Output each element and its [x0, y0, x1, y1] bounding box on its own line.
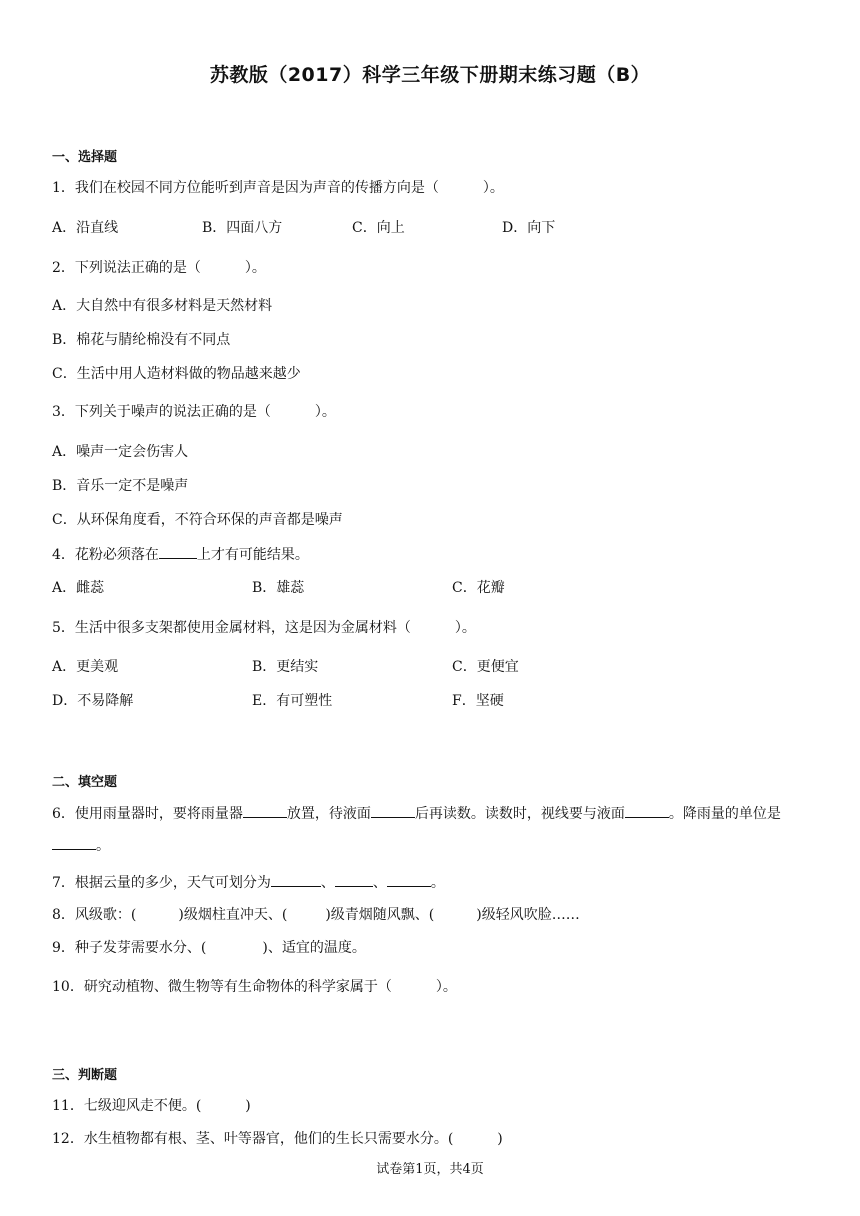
answer-blank — [243, 803, 287, 818]
question-4: 4．花粉必须落在 上才有可能结果。 — [52, 544, 309, 565]
question-12: 12．水生植物都有根、茎、叶等器官，他们的生长只需要水分。( ) — [52, 1131, 503, 1147]
q5-option-b: B．更结实 — [252, 659, 319, 675]
q4-option-b: B．雄蕊 — [252, 580, 305, 596]
question-6: 6．使用雨量器时，要将雨量器 放置，待液面 后再读数。读数时，视线要与液面 。降雨量的单位是。 — [52, 798, 812, 862]
page-footer: 试卷第1页，共4页 — [376, 1162, 484, 1177]
section-heading-judge: 三、判断题 — [52, 1068, 118, 1083]
q1-option-b: B．四面八方 — [202, 220, 283, 236]
q2-option-a: A．大自然中有很多材料是天然材料 — [52, 298, 273, 314]
question-1: 1．我们在校园不同方位能听到声音是因为声音的传播方向是（ ）。 — [52, 180, 504, 196]
q3-option-b: B．音乐一定不是噪声 — [52, 478, 189, 494]
question-3: 3．下列关于噪声的说法正确的是（ ）。 — [52, 404, 336, 420]
answer-blank — [371, 803, 415, 818]
question-11: 11．七级迎风走不便。( ) — [52, 1098, 251, 1114]
q1-option-d: D．向下 — [502, 220, 556, 236]
q5-option-e: E．有可塑性 — [252, 693, 333, 709]
answer-blank — [335, 872, 373, 887]
section-heading-choice: 一、选择题 — [52, 150, 118, 165]
q2-option-b: B．棉花与腈纶棉没有不同点 — [52, 332, 231, 348]
answer-blank — [159, 544, 197, 559]
answer-blank — [271, 872, 321, 887]
q5-option-d: D．不易降解 — [52, 693, 134, 709]
q4-option-a: A．雌蕊 — [52, 580, 105, 596]
answer-blank — [387, 872, 431, 887]
question-5: 5．生活中很多支架都使用金属材料，这是因为金属材料（ ）。 — [52, 620, 476, 636]
question-7: 7．根据云量的多少，天气可划分为 、 、 。 — [52, 872, 445, 893]
question-8: 8．风级歌：( )级烟柱直冲天、( )级青烟随风飘、( )级轻风吹脸…… — [52, 907, 580, 923]
q1-option-a: A．沿直线 — [52, 220, 119, 236]
section-heading-fill: 二、填空题 — [52, 775, 118, 790]
q5-option-f: F．坚硬 — [452, 693, 504, 709]
q3-option-c: C．从环保角度看，不符合环保的声音都是噪声 — [52, 512, 343, 528]
page-title: 苏教版（2017）科学三年级下册期末练习题（B） — [209, 64, 651, 86]
q2-option-c: C．生活中用人造材料做的物品越来越少 — [52, 366, 301, 382]
q3-option-a: A．噪声一定会伤害人 — [52, 444, 189, 460]
question-10: 10．研究动植物、微生物等有生命物体的科学家属于（ ）。 — [52, 979, 457, 995]
q5-option-c: C．更便宜 — [452, 659, 519, 675]
q4-option-c: C．花瓣 — [452, 580, 505, 596]
q5-option-a: A．更美观 — [52, 659, 119, 675]
question-9: 9．种子发芽需要水分、( )、适宜的温度。 — [52, 940, 366, 956]
question-2: 2．下列说法正确的是（ ）。 — [52, 260, 266, 276]
q1-option-c: C．向上 — [352, 220, 405, 236]
answer-blank — [52, 835, 96, 850]
answer-blank — [625, 803, 669, 818]
